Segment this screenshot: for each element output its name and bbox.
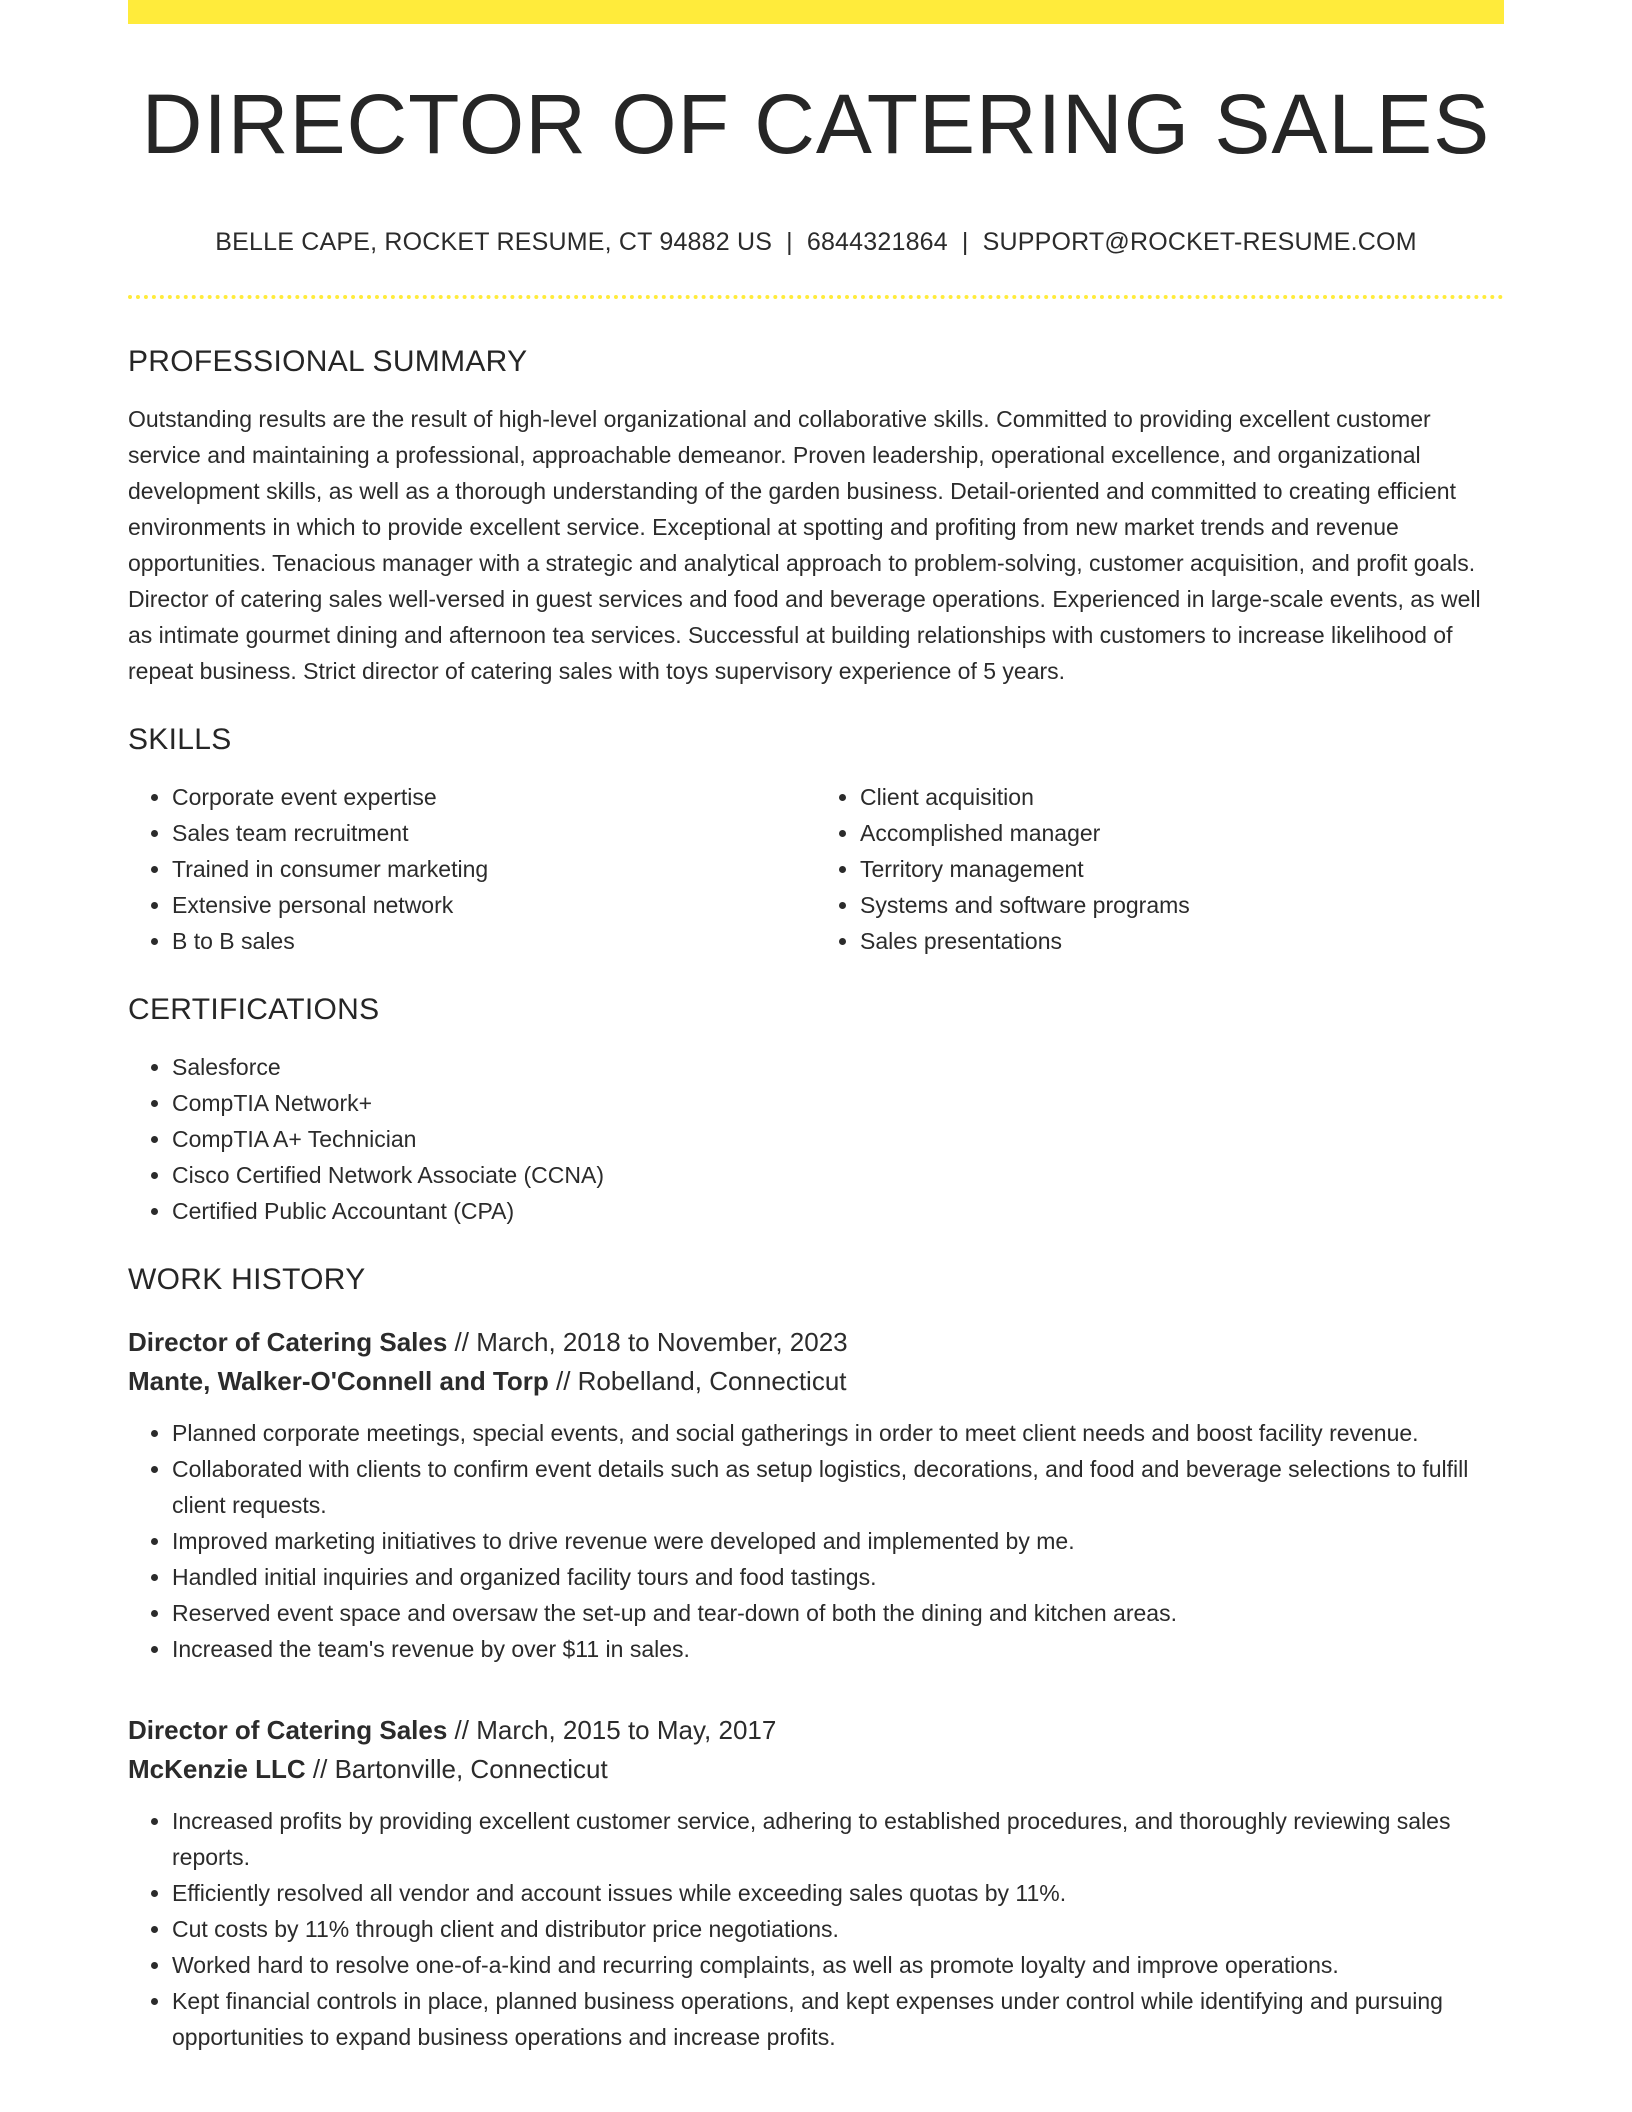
job-bullet: • Collaborated with clients to confirm event details such as setup logistics, decorations, and food and beverage selections to fulfill client requests. [172,1451,1504,1523]
contact-separator: | [961,228,969,256]
certification-item: • CompTIA A+ Technician [172,1121,1504,1157]
job-bullet: • Cut costs by 11% through client and distributor price negotiations. [172,1911,1504,1947]
job-bullet: • Kept financial controls in place, planned business operations, and kept expenses under control while identifying and pursuing opportunities to expand business operations and increase profits. [172,1983,1504,2055]
job-location: // Robelland, Connecticut [548,1366,847,1396]
job-company: McKenzie LLC [128,1754,306,1784]
certification-item: • Certified Public Accountant (CPA) [172,1193,1504,1229]
skill-item: • Systems and software programs [860,887,1504,923]
skills-heading: SKILLS [128,723,232,756]
job-dates: // March, 2018 to November, 2023 [447,1327,848,1357]
job-bullet: • Efficiently resolved all vendor and account issues while exceeding sales quotas by 11%. [172,1875,1504,1911]
job-title: Director of Catering Sales [128,1327,448,1357]
contact-address: BELLE CAPE, ROCKET RESUME, CT 94882 US [215,228,773,256]
skill-item: • Sales team recruitment [172,815,816,851]
job-bullet: • Reserved event space and oversaw the set-up and tear-down of both the dining and kitchen areas. [172,1595,1504,1631]
summary-heading: PROFESSIONAL SUMMARY [128,345,528,378]
skill-item: • Accomplished manager [860,815,1504,851]
contact-separator: | [786,228,793,256]
skill-item: • Corporate event expertise [172,779,816,815]
job-entry [128,1711,1504,2055]
contact-line [128,228,1504,257]
top-accent-bar [128,0,1504,24]
job-bullet: • Handled initial inquiries and organized facility tours and food tastings. [172,1559,1504,1595]
job-bullet-list [128,1803,1504,2055]
job-company-line [128,1750,1504,1789]
certifications-list [128,1049,1504,1229]
job-entry [128,1323,1504,1667]
summary-text: Outstanding results are the result of high-level organizational and collaborative skills. Committed to providing excellent customer service and maintaining a professional, approachable demeanor. Proven leadership, operational excellence, and organizational development skills, as well as a thorough understanding of the garden business. Detail-oriented and committed to creating efficient environments in which to provide excellent service. Exceptional at spotting and profiting from new market trends and revenue opportunities. Tenacious manager with a strategic and analytical approach to problem-solving, customer acquisition, and profit goals. Director of catering sales well-versed in guest services and food and beverage operations. Experienced in large-scale events, as well as intimate gourmet dining and afternoon tea services. Successful at building relationships with customers to increase likelihood of repeat business. Strict director of catering sales with toys supervisory experience of 5 years. [128,406,1481,684]
job-dates: // March, 2015 to May, 2017 [447,1715,777,1745]
work-history-heading: WORK HISTORY [128,1263,366,1296]
job-bullet: • Increased profits by providing excellent customer service, adhering to established procedures, and thoroughly reviewing sales reports. [172,1803,1504,1875]
job-location: // Bartonville, Connecticut [305,1754,608,1784]
skill-item: • Trained in consumer marketing [172,851,816,887]
skills-column-right [816,779,1504,959]
job-header [128,1711,1504,1789]
job-bullet: • Worked hard to resolve one-of-a-kind and recurring complaints, as well as promote loyalty and improve operations. [172,1947,1504,1983]
job-title: Director of Catering Sales [128,1715,448,1745]
certification-item: • Salesforce [172,1049,1504,1085]
resume-title: DIRECTOR OF CATERING SALES [141,77,1491,171]
skill-item: • Territory management [860,851,1504,887]
job-header [128,1323,1504,1401]
contact-email[interactable]: SUPPORT@ROCKET-RESUME.COM [982,228,1417,256]
contact-phone[interactable]: 6844321864 [806,228,948,256]
resume-page [128,0,1504,2055]
certification-item: • CompTIA Network+ [172,1085,1504,1121]
dotted-divider [128,295,1504,299]
certifications-heading: CERTIFICATIONS [128,993,380,1026]
skill-item: • Sales presentations [860,923,1504,959]
job-title-line [128,1323,1504,1362]
job-bullet: • Increased the team's revenue by over $11 in sales. [172,1631,1504,1667]
skill-item: • Client acquisition [860,779,1504,815]
skills-list [128,779,1504,959]
job-bullet: • Improved marketing initiatives to drive revenue were developed and implemented by me. [172,1523,1504,1559]
job-title-line [128,1711,1504,1750]
job-company-line [128,1362,1504,1401]
job-bullet-list [128,1415,1504,1667]
job-company: Mante, Walker-O'Connell and Torp [128,1366,549,1396]
certification-item: • Cisco Certified Network Associate (CCNA) [172,1157,1504,1193]
job-bullet: • Planned corporate meetings, special events, and social gatherings in order to meet client needs and boost facility revenue. [172,1415,1504,1451]
skills-column-left [128,779,816,959]
skill-item: • Extensive personal network [172,887,816,923]
skill-item: • B to B sales [172,923,816,959]
